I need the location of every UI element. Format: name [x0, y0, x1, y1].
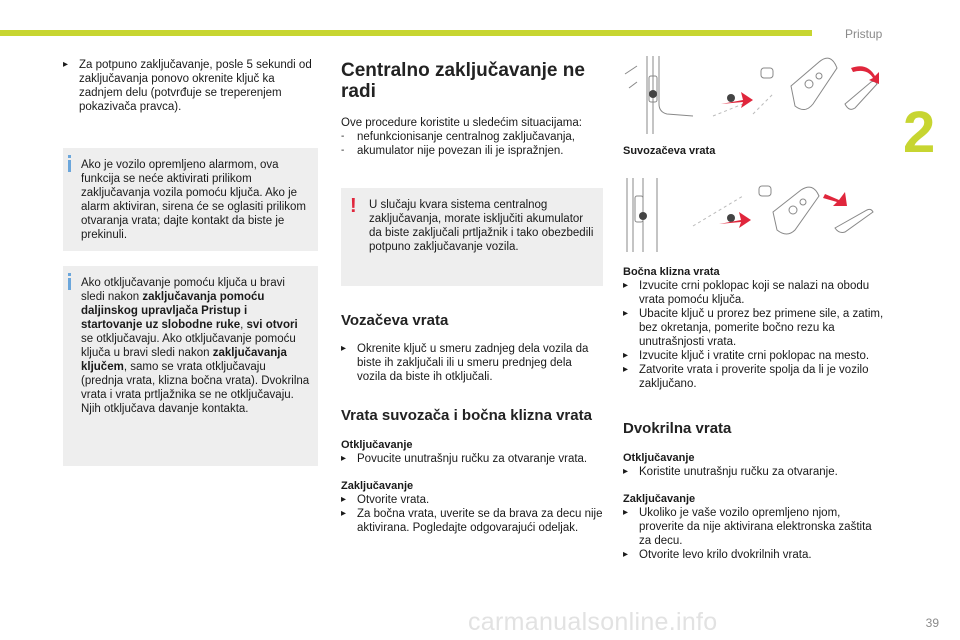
- arrow-bullet-icon: ▸: [623, 364, 629, 375]
- intro-text: Ove procedure koristite u sledećim situacijama:: [341, 117, 582, 129]
- list-item-text: Izvucite ključ i vratite crni poklopac na mesto.: [639, 350, 870, 362]
- info-text-part: ,: [240, 319, 247, 331]
- unlock-label: Otključavanje: [623, 452, 695, 464]
- page-number: 39: [925, 616, 939, 630]
- lock-label: Zaključavanje: [341, 480, 414, 492]
- list-item: [341, 144, 603, 158]
- list-item-text: Za bočna vrata, uverite se da brava za decu nije aktivirana. Pogledajte odgovarajući odeljak.: [357, 508, 603, 534]
- warning-icon: !: [350, 195, 357, 217]
- arrow-bullet-icon: ▸: [63, 59, 69, 70]
- arrow-bullet-icon: ▸: [623, 280, 629, 291]
- list-item: [623, 307, 885, 349]
- list-item-text: Otvorite vrata.: [357, 494, 430, 506]
- column-1: [63, 58, 318, 466]
- arrow-bullet-icon: ▸: [623, 466, 629, 477]
- arrow-bullet-icon: ▸: [623, 507, 629, 518]
- list-item-text: Zatvorite vrata i proverite spolja da li je vozilo zaključano.: [639, 364, 869, 390]
- caption-passenger-door: Suvozačeva vrata: [623, 145, 716, 157]
- dash-bullet: -: [341, 131, 345, 142]
- double-door-heading: Dvokrilna vrata: [623, 420, 732, 437]
- column-2: [341, 60, 603, 535]
- list-item: [623, 506, 885, 548]
- dash-bullet: -: [341, 145, 345, 156]
- list-item: [341, 452, 603, 466]
- list-item: [623, 349, 885, 363]
- info-text: Ako je vozilo opremljeno alarmom, ova funkcija se neće aktivirati prilikom zaključavanja vozila pomoću ključa. Ako je alarm aktiviran, sirena će se oglasiti prilikom otvaranja vrata; dajte kontakt da biste je prekinuli.: [81, 159, 306, 241]
- bullet-text: Za potpuno zaključavanje, posle 5 sekundi od zaključavanja ponovo okrenite ključ ka zadnjem delu (potvrđuje se treperenjem pokazivača pravca).: [79, 59, 312, 113]
- warning-box: [341, 188, 603, 286]
- list-item: [341, 342, 603, 384]
- main-heading: Centralno zaključavanje ne radi: [341, 60, 585, 102]
- list-item-text: Ukoliko je vaše vozilo opremljeno njom, proverite da nije aktivirana elektronska zaštita za decu.: [639, 507, 872, 547]
- list-item: [623, 363, 885, 391]
- list-item: [341, 130, 603, 144]
- list-item: [341, 507, 603, 535]
- arrow-bullet-icon: ▸: [623, 308, 629, 319]
- watermark: carmanualsonline.info: [468, 608, 718, 636]
- warning-text: U slučaju kvara sistema centralnog zaključavanja, morate isključiti akumulator da biste zaključali prtljažnik i tako obezbedili potpuno zaključavanje vozila.: [369, 199, 594, 253]
- list-item-text: Izvucite crni poklopac koji se nalazi na obodu vrata pomoću ključa.: [639, 280, 870, 306]
- list-item-text: Okrenite ključ u smeru zadnjeg dela vozila da biste ih zaključali ili u smeru prednjeg dela vozila da biste ih otključali.: [357, 343, 589, 383]
- info-text: [81, 276, 310, 416]
- arrow-bullet-icon: ▸: [341, 453, 347, 464]
- info-text-part: Ako otključavanje pomoću ključa u bravi sledi nakon: [81, 277, 285, 303]
- list-item-text: Ubacite ključ u prorez bez primene sile, a zatim, bez okretanja, pomerite bočno rezu ka unutrašnjosti vrata.: [639, 308, 884, 348]
- arrow-bullet-icon: ▸: [623, 350, 629, 361]
- info-box-alarm: [63, 148, 318, 251]
- lock-label: Zaključavanje: [623, 493, 696, 505]
- list-item-text: akumulator nije povezan ili je ispražnjen.: [357, 145, 564, 157]
- arrow-bullet-icon: ▸: [341, 508, 347, 519]
- list-item: [623, 548, 885, 562]
- list-item-text: Koristite unutrašnju ručku za otvaranje.: [639, 466, 838, 478]
- arrow-bullet-icon: ▸: [623, 549, 629, 560]
- arrow-bullet-icon: ▸: [341, 494, 347, 505]
- column-3: [623, 54, 885, 562]
- list-item-text: Povucite unutrašnju ručku za otvaranje vrata.: [357, 453, 588, 465]
- driver-door-heading: Vozačeva vrata: [341, 312, 449, 329]
- info-icon: [68, 278, 71, 290]
- list-item-text: nefunkcionisanje centralnog zaključavanja,: [357, 131, 576, 143]
- list-item: [623, 279, 885, 307]
- info-text-part: se otključavaju. Ako otključavanje pomoću ključa u bravi sledi nakon: [81, 333, 296, 359]
- arrow-bullet-icon: ▸: [341, 343, 347, 354]
- info-text-bold: svi otvori: [246, 319, 298, 331]
- info-box-unlocking: [63, 266, 318, 466]
- passenger-door-illustration: [623, 54, 885, 138]
- section-title: Pristup: [845, 27, 883, 41]
- unlock-label: Otključavanje: [341, 439, 413, 451]
- info-text-bold: zaključavanja ključem: [81, 347, 287, 373]
- list-item: [63, 58, 318, 114]
- chapter-number: 2: [903, 100, 936, 165]
- sliding-door-illustration: [623, 176, 885, 256]
- info-icon: [68, 160, 71, 172]
- info-text-part: , samo se vrata otključavaju (prednja vrata, klizna bočna vrata). Dvokrilna vrata i vrata prtljažnika se ne otključavaju. Njih otključava davanje kontakta.: [81, 361, 310, 415]
- sliding-door-heading: Bočna klizna vrata: [623, 266, 720, 278]
- passenger-door-heading: Vrata suvozača i bočna klizna vrata: [341, 407, 592, 424]
- info-text-bold: zaključavanja pomoću daljinskog upravljača Pristup i startovanje uz slobodne ruke: [81, 291, 265, 331]
- top-accent-bar: [0, 30, 812, 36]
- list-item-text: Otvorite levo krilo dvokrilnih vrata.: [639, 549, 812, 561]
- list-item: [341, 493, 603, 507]
- list-item: [623, 465, 885, 479]
